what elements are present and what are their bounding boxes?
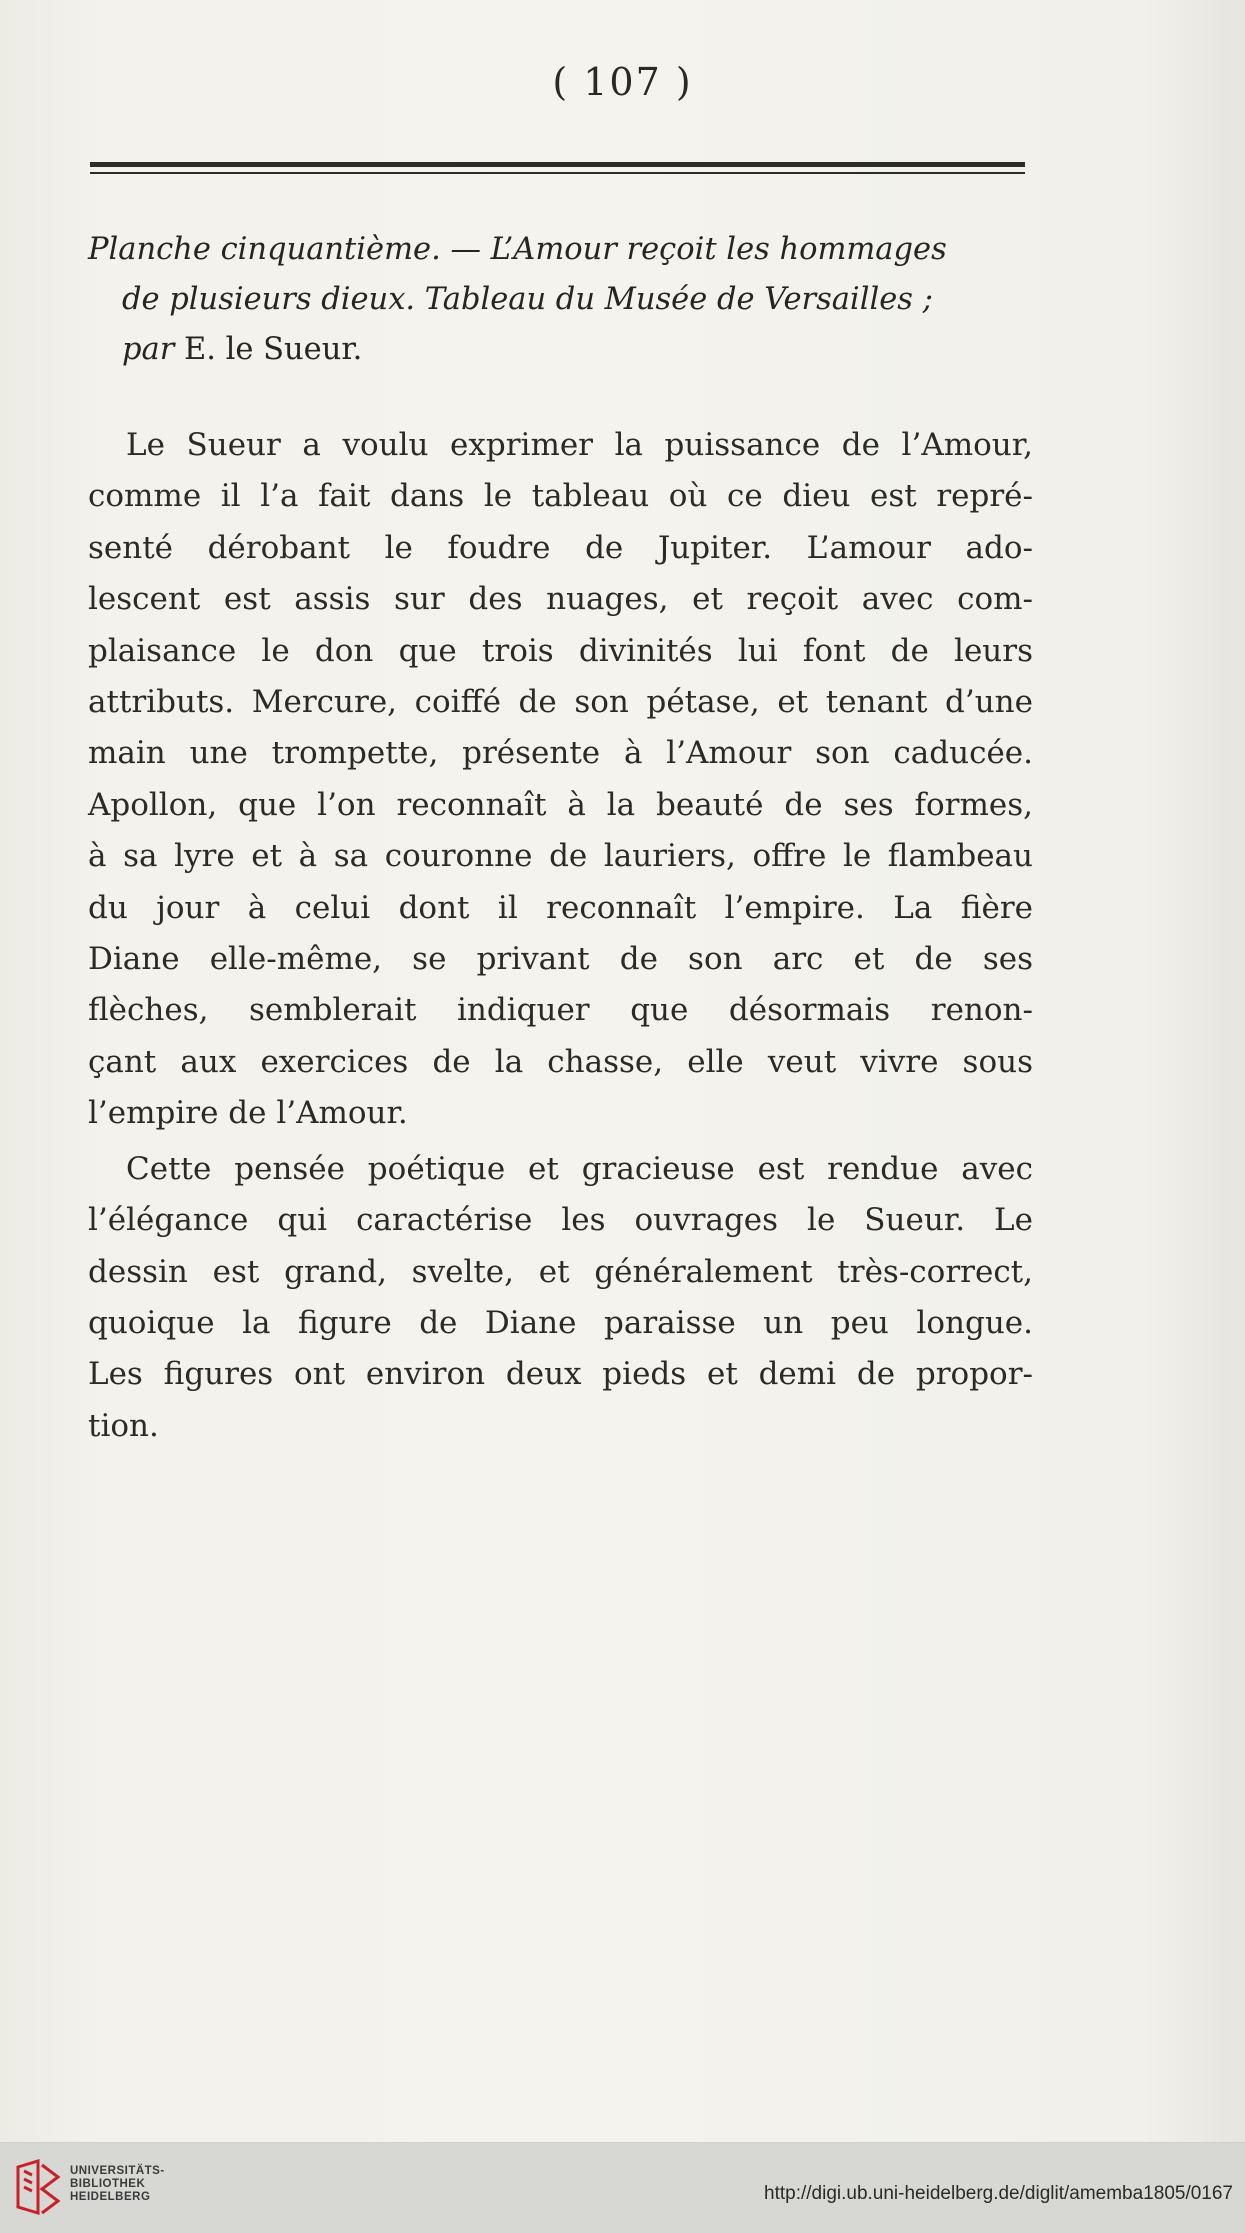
text-line: à sa lyre et à sa couronne de lauriers, offre le flambeau	[88, 838, 1033, 875]
text-line: Le Sueur a voulu exprimer la puissance de l’Amour,	[126, 427, 1033, 463]
text-line: dessin est grand, svelte, et généralement très-correct,	[88, 1253, 1033, 1290]
text-line: senté dérobant le foudre de Jupiter. L’amour ado-	[88, 529, 1033, 566]
text-line: l’empire de l’Amour.	[88, 1095, 408, 1132]
library-name	[70, 2165, 165, 2204]
header-rule-thin	[90, 172, 1025, 174]
page-number: ( 107 )	[552, 60, 693, 104]
caption-line: Planche cinquantième. — L’Amour reçoit les hommages	[88, 232, 947, 267]
text-line: attributs. Mercure, coiffé de son pétase, et tenant d’une	[88, 684, 1033, 721]
header-rule-thick	[90, 162, 1025, 167]
library-name-line: BIBLIOTHEK	[70, 2178, 146, 2190]
text-line: du jour à celui dont il reconnaît l’empire. La fière	[88, 889, 1033, 926]
text-line: plaisance le don que trois divinités lui font de leurs	[88, 632, 1033, 669]
text-line: Les figures ont environ deux pieds et demi de propor-	[88, 1356, 1033, 1393]
university-library-logo-icon	[12, 2157, 66, 2219]
text-line: çant aux exercices de la chasse, elle veut vivre sous	[88, 1043, 1033, 1080]
library-name-line: UNIVERSITÄTS-	[70, 2165, 165, 2177]
permalink-url[interactable]: http://digi.ub.uni-heidelberg.de/diglit/amemba1805/0167	[764, 2183, 1233, 2204]
paragraph-2	[88, 1144, 1033, 1452]
caption-by: par	[122, 332, 184, 367]
plate-caption	[88, 225, 1033, 375]
text-line: Cette pensée poétique et gracieuse est rendue avec	[126, 1150, 1033, 1187]
text-line: Diane elle-même, se privant de son arc et de ses	[88, 941, 1033, 978]
caption-line	[88, 325, 1033, 375]
paragraph-1	[88, 420, 1033, 1140]
text-line: l’élégance qui caractérise les ouvrages le Sueur. Le	[88, 1202, 1033, 1239]
text-line: Apollon, que l’on reconnaît à la beauté de ses formes,	[88, 786, 1033, 823]
text-line: lescent est assis sur des nuages, et reçoit avec com-	[88, 581, 1033, 618]
text-line: flèches, semblerait indiquer que désormais renon-	[88, 992, 1033, 1029]
text-line: quoique la figure de Diane paraisse un peu longue.	[88, 1304, 1033, 1341]
text-line: comme il l’a fait dans le tableau où ce dieu est repré-	[88, 478, 1033, 515]
library-name-line: HEIDELBERG	[70, 2191, 151, 2203]
caption-artist: E. le Sueur.	[183, 332, 363, 367]
text-line: tion.	[88, 1407, 159, 1444]
body-text	[88, 420, 1033, 1452]
text-line: main une trompette, présente à l’Amour son caducée.	[88, 735, 1033, 772]
digitization-footer	[0, 2142, 1245, 2233]
caption-line: de plusieurs dieux. Tableau du Musée de Versailles ;	[122, 282, 933, 317]
